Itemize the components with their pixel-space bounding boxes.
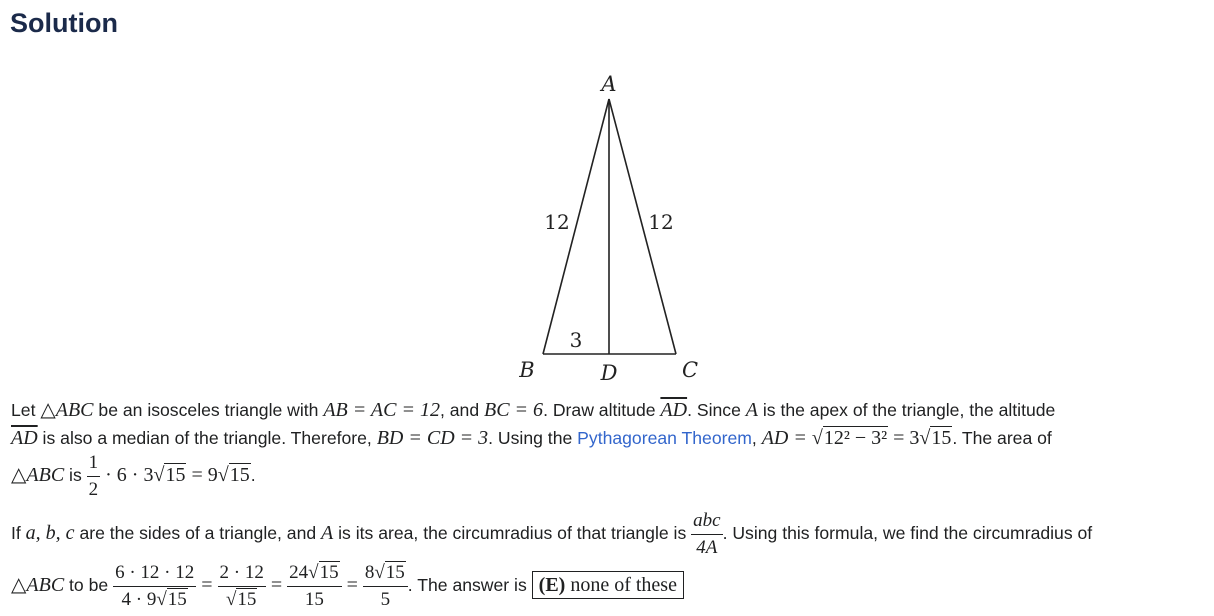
math-a: A: [745, 399, 758, 421]
numerator: [287, 562, 341, 587]
text: , and: [439, 400, 484, 420]
math-ad-eq: AD =: [761, 427, 812, 449]
denominator: 2: [88, 478, 99, 500]
sqrt-expression: √15: [919, 427, 952, 449]
answer-text: none of these: [565, 574, 677, 596]
text: is the apex of the triangle, the altitude: [757, 400, 1056, 420]
radicand: 15: [165, 464, 186, 486]
math-triangle-abc: △ABC: [11, 464, 65, 486]
equals: =: [341, 574, 363, 596]
math-ab-ac: AB = AC = 12: [323, 399, 440, 421]
vertex-a-label: A: [601, 72, 617, 96]
numerator: 6 · 12 · 12: [113, 562, 196, 587]
segment-bd-length: 3: [569, 328, 583, 352]
denominator: 5: [380, 588, 391, 610]
sqrt-expression: √15: [308, 562, 339, 583]
vertex-b-label: B: [519, 358, 535, 382]
numerator: [363, 562, 408, 587]
text: to be: [64, 575, 114, 595]
math-triangle-abc: △ABC: [11, 574, 65, 596]
math-a: A: [321, 522, 334, 544]
text: . Using the: [488, 428, 578, 448]
solution-heading: Solution: [10, 8, 118, 38]
fraction-1: [113, 562, 196, 611]
sqrt-expression: √15: [374, 562, 405, 583]
denominator: 4A: [696, 536, 718, 558]
answer-box: [532, 571, 684, 599]
text: is also a median of the triangle. Therefore,: [37, 428, 377, 448]
den-part: 4 · 9: [121, 588, 157, 610]
num-part: 8: [364, 562, 375, 583]
num-part: 24: [289, 562, 309, 583]
text: .: [250, 465, 256, 485]
vertex-d-label: D: [600, 361, 618, 385]
text: ,: [751, 428, 762, 448]
numerator: 2 · 12: [218, 562, 266, 587]
math: = 9: [186, 464, 218, 486]
math-segment-ad: $\overline{AD}$: [660, 399, 688, 421]
numerator: abc: [691, 510, 722, 535]
text: . The area of: [952, 428, 1052, 448]
side-ab-length: 12: [544, 210, 570, 234]
sqrt-expression: √12² − 3²: [811, 427, 888, 449]
answer-label: (E): [538, 574, 566, 596]
equals: =: [265, 574, 288, 596]
math-bd-cd: BD = CD = 3: [376, 427, 489, 449]
text: . The answer is: [407, 575, 532, 595]
denominator: [113, 587, 196, 611]
numerator: 1: [87, 452, 101, 477]
text: are the sides of a triangle, and: [74, 523, 322, 543]
math-sides: a, b, c: [25, 522, 75, 544]
radicand: 15: [319, 562, 339, 583]
text: If: [11, 523, 26, 543]
solution-paragraph-3: [11, 556, 684, 614]
radicand: 15: [931, 427, 952, 449]
radicand: 15: [237, 588, 257, 610]
fraction-4: [363, 562, 408, 611]
text: . Since: [687, 400, 746, 420]
math: = 3: [888, 427, 920, 449]
fraction-one-half: [87, 452, 101, 501]
denominator: 15: [304, 588, 324, 610]
radicand: 15: [385, 562, 405, 583]
equals: =: [196, 574, 218, 596]
sqrt-expression: √15: [156, 588, 187, 610]
solution-paragraph-1: [11, 396, 1055, 501]
math-bc: BC = 6: [484, 399, 544, 421]
sqrt-expression: √15: [217, 464, 250, 486]
sqrt-expression: √15: [225, 588, 257, 610]
math: · 6 · 3: [100, 464, 154, 486]
text: Let: [11, 400, 41, 420]
pythagorean-theorem-link[interactable]: Pythagorean Theorem: [577, 428, 752, 448]
fraction-abc-over-4a: [691, 510, 722, 559]
text: . Draw altitude: [543, 400, 661, 420]
text: . Using this formula, we find the circumradius of: [722, 523, 1093, 543]
radicand: 15: [167, 588, 187, 610]
math-segment-ad: $\overline{AD}$: [11, 427, 38, 449]
text: is its area, the circumradius of that triangle is: [333, 523, 692, 543]
radicand: 15: [229, 464, 250, 486]
text: be an isosceles triangle with: [93, 400, 324, 420]
solution-paragraph-2: [11, 510, 1092, 559]
radicand: 12² − 3²: [823, 427, 888, 449]
sqrt-expression: √15: [153, 464, 186, 486]
vertex-c-label: C: [681, 358, 699, 382]
side-ac-length: 12: [648, 210, 674, 234]
text: is: [64, 465, 87, 485]
math-triangle-abc: △ABC: [40, 399, 94, 421]
denominator: [218, 587, 266, 611]
fraction-2: [218, 562, 266, 611]
fraction-3: [287, 562, 341, 611]
